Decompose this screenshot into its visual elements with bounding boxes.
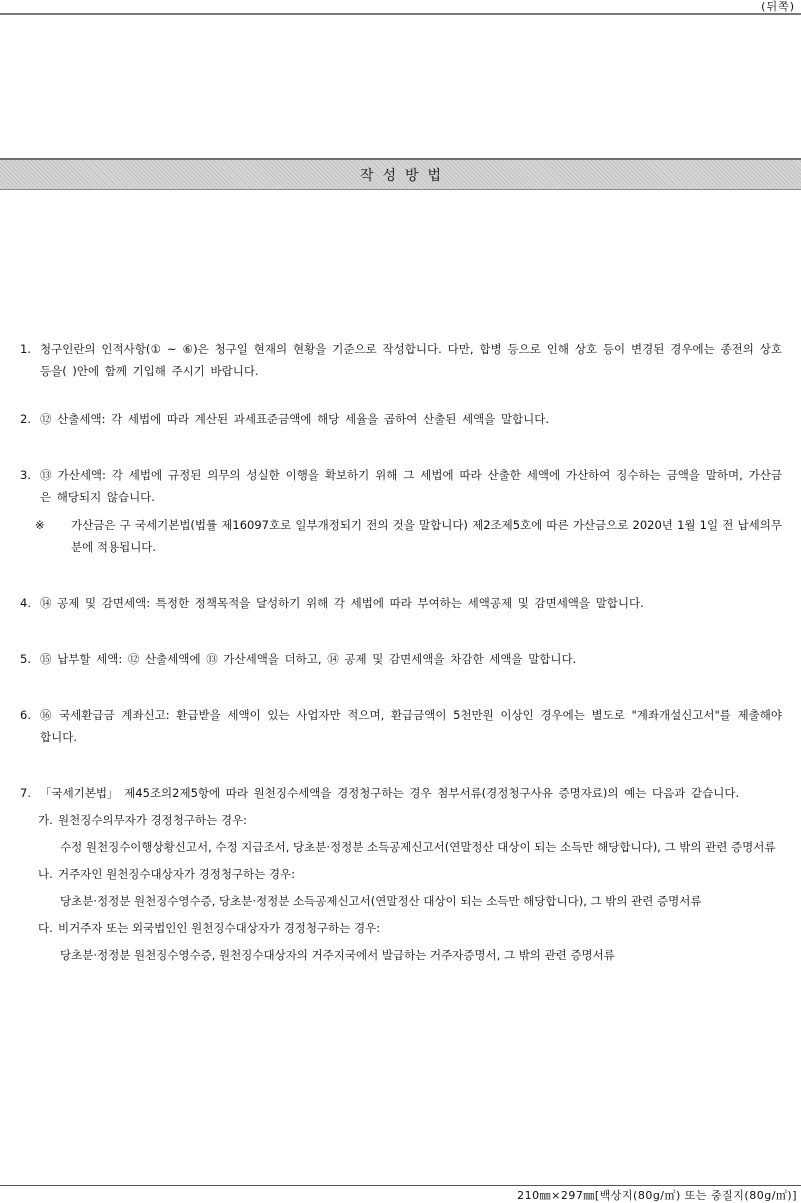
instruction-item-6 [20,704,782,748]
subitem-ga-detail: 수정 원천징수이행상황신고서, 수정 지급조서, 당초분·정정분 소득공제신고서(연말정산 대상이 되는 소득만 해당합니다), 그 밖의 관련 증명서류 [60,840,776,854]
item-number: 6. [20,708,31,722]
section-title: 작성방법 [359,167,451,184]
item-number: 2. [20,412,31,426]
instruction-item-7 [20,782,782,804]
subitem-na [38,863,782,885]
section-title-bar [0,158,801,190]
subitem-mark: 다. [38,921,53,935]
instruction-item-5 [20,648,782,670]
instruction-item-4 [20,592,782,614]
item-text: ⑯ 국세환급금 계좌신고: 환급받을 세액이 있는 사업자만 적으며, 환급금액이 5천만원 이상인 경우에는 별도로 "계좌개설신고서"를 제출해야 합니다. [40,708,782,744]
item-text: 「국세기본법」 제45조의2제5항에 따라 원천징수세액을 경정청구하는 경우 첨부서류(경정청구사유 증명자료)의 예는 다음과 같습니다. [40,786,740,800]
instruction-item-1 [20,338,782,382]
subitem-text: 거주자인 원천징수대상자가 경정청구하는 경우: [58,867,296,881]
page-side-label: (뒤쪽) [761,0,795,13]
subitem-mark: 나. [38,867,53,881]
subitem-ga [38,809,782,831]
item-text: ⑬ 가산세액: 각 세법에 규정된 의무의 성실한 이행을 확보하기 위해 그 세법에 따라 산출한 세액에 가산하여 징수하는 금액을 말하며, 가산금은 해당되지 않습니다. [40,468,782,504]
note-mark: ※ [35,518,45,532]
item-text: ⑫ 산출세액: 각 세법에 따라 계산된 과세표준금액에 해당 세율을 곱하여 산출된 세액을 말합니다. [40,412,550,426]
item-number: 1. [20,342,31,356]
bottom-rule [0,1185,801,1186]
subitem-da [38,917,782,939]
item-number: 5. [20,652,31,666]
item-text: 청구인란의 인적사항(① ~ ⑥)은 청구일 현재의 현황을 기준으로 작성합니다. 다만, 합병 등으로 인해 상호 등이 변경된 경우에는 종전의 상호 등을( )안에 함께 기입해 주시기 바랍니다. [40,342,783,378]
item-text: ⑮ 납부할 세액: ⑫ 산출세액에 ⑬ 가산세액을 더하고, ⑭ 공제 및 감면세액을 차감한 세액을 말합니다. [40,652,577,666]
instruction-item-2 [20,408,782,430]
subitem-da-detail: 당초분·정정분 원천징수영수증, 원천징수대상자의 거주지국에서 발급하는 거주자증명서, 그 밖의 관련 증명서류 [60,948,615,962]
subitem-na-detail: 당초분·정정분 원천징수영수증, 당초분·정정분 소득공제신고서(연말정산 대상이 되는 소득만 해당합니다), 그 밖의 관련 증명서류 [60,894,702,908]
note-text: 가산금은 구 국세기본법(법률 제16097호로 일부개정되기 전의 것을 말합니다) 제2조제5호에 따른 가산금으로 2020년 1월 1일 전 납세의무 분에 적용됩니다. [71,518,782,554]
item-number: 7. [20,786,31,800]
subitem-text: 원천징수의무자가 경정청구하는 경우: [58,813,247,827]
item-number: 3. [20,468,31,482]
top-rule [0,13,801,15]
instructions-body [20,338,782,966]
item-text: ⑭ 공제 및 감면세액: 특정한 정책목적을 달성하기 위해 각 세법에 따라 부여하는 세액공제 및 감면세액을 말합니다. [40,596,644,610]
item-number: 4. [20,596,31,610]
subitem-mark: 가. [38,813,53,827]
instruction-item-3 [20,464,782,508]
paper-spec-label: 210㎜×297㎜[백상지(80g/㎡) 또는 중질지(80g/㎡)] [517,1189,797,1202]
surcharge-note [35,514,782,558]
subitem-text: 비거주자 또는 외국법인인 원천징수대상자가 경정청구하는 경우: [58,921,381,935]
